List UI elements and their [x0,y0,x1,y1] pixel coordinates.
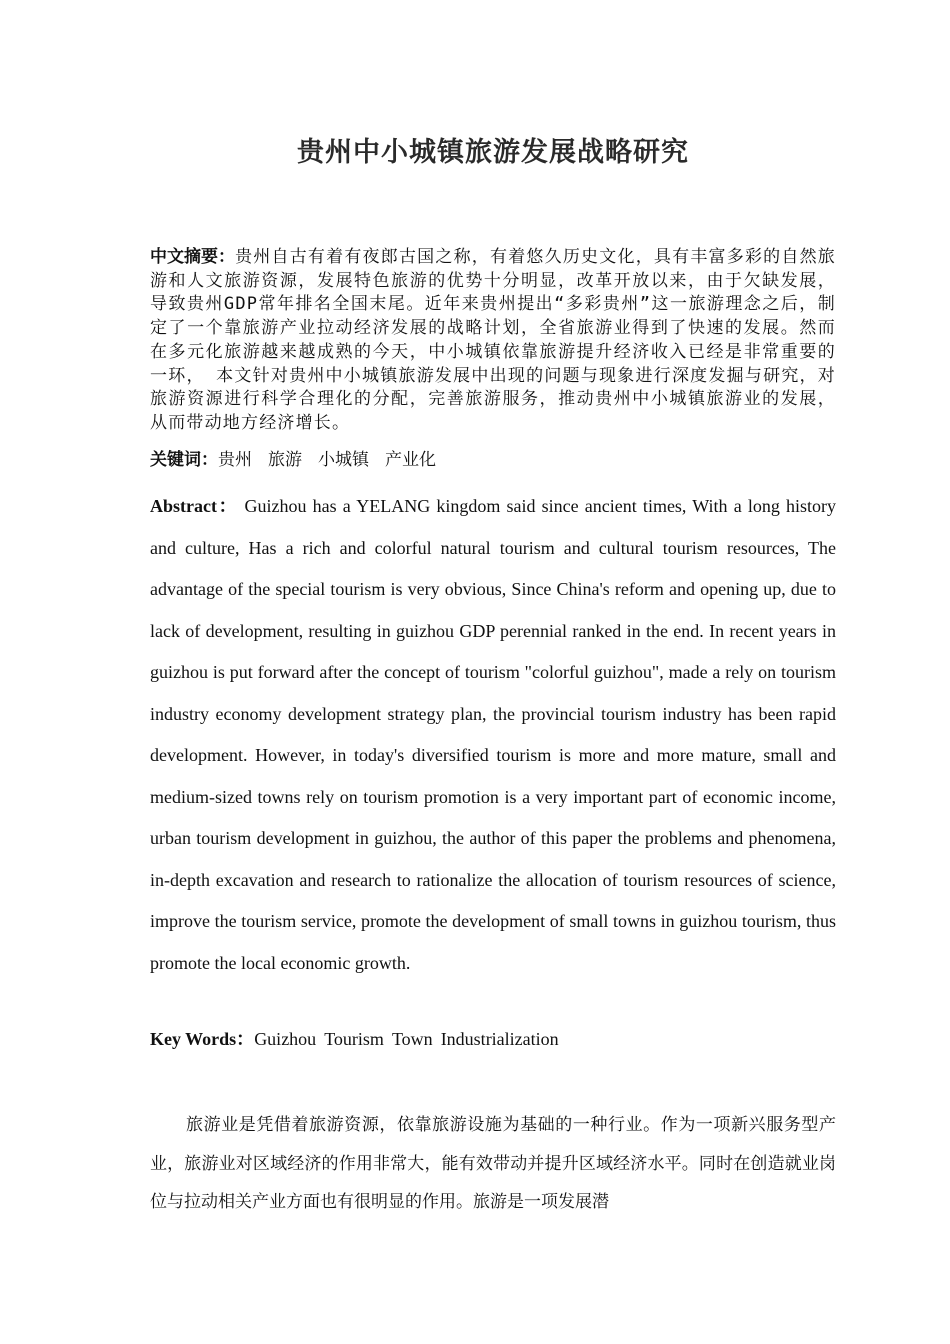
chinese-keyword: 旅游 [268,450,302,470]
chinese-abstract-label: 中文摘要： [150,247,236,267]
english-abstract-text: Guizhou has a YELANG kingdom said since ancient times, With a long history and culture, Has a rich and colorful natural tourism and cultural tourism resources, The advantage of the special tourism is very obvious, Since China's reform and opening up, due to lack of development, resulting in guizhou GDP perennial ranked in the end. In recent years in guizhou is put forward after the concept of tourism "colorful guizhou", made a rely on tourism industry economy development strategy plan, the provincial tourism industry has been rapid development. However, in today's diversified tourism is more and more mature, small and medium-sized towns rely on tourism promotion is a very important part of economic income, urban tourism development in guizhou, the author of this paper the problems and phenomena, in-depth excavation and research to rationalize the allocation of tourism resources of science, improve the tourism service, promote the development of small towns in guizhou tourism, thus promote the local economic growth. [150,496,836,973]
english-keyword: Industrialization [440,1029,559,1049]
chinese-keywords-label: 关键词： [150,450,218,470]
english-abstract-label: Abstract： [150,496,239,516]
english-abstract [150,486,836,984]
chinese-keywords [150,448,836,472]
english-keyword: Guizhou [254,1029,317,1049]
chinese-keyword: 产业化 [385,450,436,470]
body-paragraph: 旅游业是凭借着旅游资源，依靠旅游设施为基础的一种行业。作为一项新兴服务型产业，旅游业对区域经济的作用非常大，能有效带动并提升区域经济水平。同时在创造就业岗位与拉动相关产业方面也有很明显的作用。旅游是一项发展潜 [150,1115,836,1213]
chinese-abstract [150,246,836,436]
chinese-keyword: 贵州 [218,450,252,470]
english-keywords-label: Key Words： [150,1029,255,1049]
chinese-abstract-text: 贵州自古有着有夜郎古国之称，有着悠久历史文化，具有丰富多彩的自然旅游和人文旅游资源，发展特色旅游的优势十分明显，改革开放以来，由于欠缺发展，导致贵州GDP常年排名全国末尾。近年来贵州提出“多彩贵州”这一旅游理念之后，制定了一个靠旅游产业拉动经济发展的战略计划，全省旅游业得到了快速的发展。然而在多元化旅游越来越成熟的今天，中小城镇依靠旅游提升经济收入已经是非常重要的一环， 本文针对贵州中小城镇旅游发展中出现的问题与现象进行深度发掘与研究，对旅游资源进行科学合理化的分配，完善旅游服务，推动贵州中小城镇旅游业的发展，从而带动地方经济增长。 [150,247,836,433]
paper-title: 贵州中小城镇旅游发展战略研究 [297,137,689,168]
chinese-keyword: 小城镇 [318,450,369,470]
english-keyword: Town [391,1029,433,1049]
english-keywords [150,1024,836,1054]
english-keyword: Tourism [324,1029,384,1049]
